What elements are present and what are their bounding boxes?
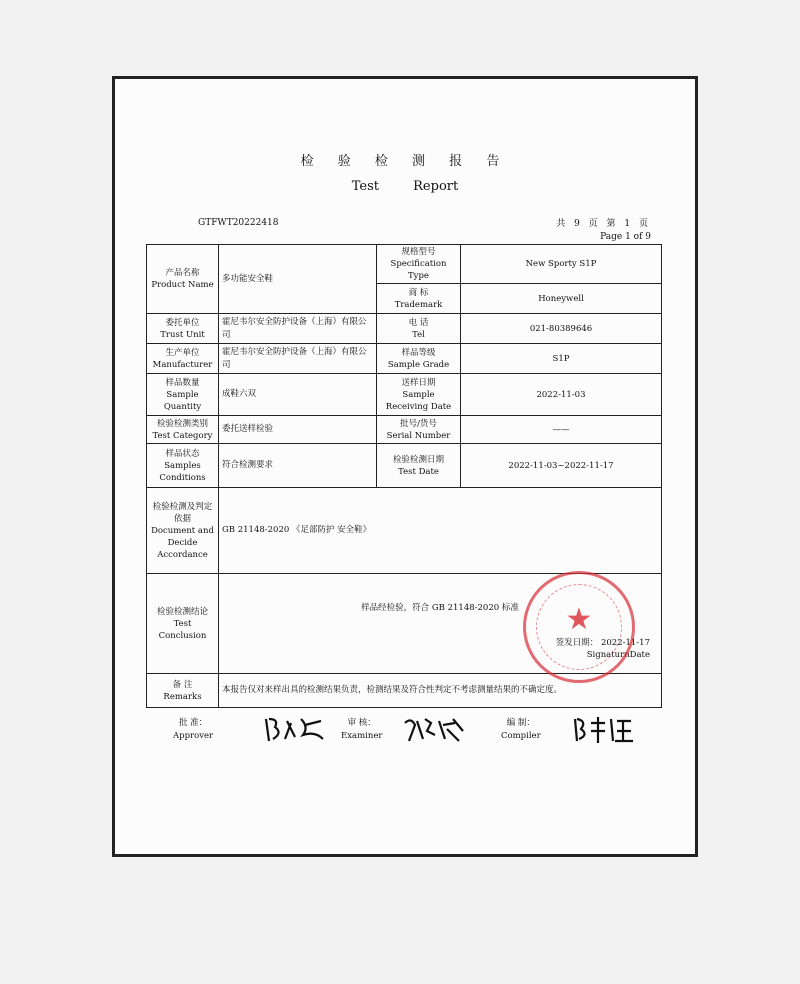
manufacturer-value: 霍尼韦尔安全防护设备（上海）有限公司 xyxy=(219,344,377,374)
table-row xyxy=(147,416,662,444)
specification-label: 规格型号 Specification Type xyxy=(377,245,461,284)
serial-number-value: —— xyxy=(461,416,662,444)
product-name-label: 产品名称 Product Name xyxy=(147,245,219,314)
signature-date-label: SignaturnDate xyxy=(586,649,650,660)
page-info-english: Page 1 of 9 xyxy=(600,232,651,242)
test-category-value: 委托送样检验 xyxy=(219,416,377,444)
page-info-chinese: 共 9 页 第 1 页 xyxy=(556,219,651,229)
trademark-label: 商 标 Trademark xyxy=(377,284,461,314)
tel-value: 021-80389646 xyxy=(461,314,662,344)
remarks-label: 备 注 Remarks xyxy=(147,674,219,708)
document-accordance-label: 检验检测及判定依据 Document and Decide Accordance xyxy=(147,488,219,574)
table-row xyxy=(147,374,662,416)
test-conclusion-label: 检验检测结论 Test Conclusion xyxy=(147,574,219,674)
tel-label: 电 话 Tel xyxy=(377,314,461,344)
title-chinese: 检 验 检 测 报 告 xyxy=(300,154,510,169)
sample-grade-label: 样品等级 Sample Grade xyxy=(377,344,461,374)
test-date-value: 2022-11-03~2022-11-17 xyxy=(461,444,662,488)
serial-number-label: 批号/货号 Serial Number xyxy=(377,416,461,444)
table-row xyxy=(147,444,662,488)
samples-conditions-value: 符合检测要求 xyxy=(219,444,377,488)
product-name-value: 多功能安全鞋 xyxy=(219,245,377,314)
compiler-label: 编 制： Compiler xyxy=(501,718,541,741)
trademark-value: Honeywell xyxy=(461,284,662,314)
sample-receiving-date-value: 2022-11-03 xyxy=(461,374,662,416)
examiner-label: 审 核： Examiner xyxy=(341,718,383,741)
sample-quantity-value: 成鞋六双 xyxy=(219,374,377,416)
page-info xyxy=(556,218,651,244)
sample-grade-value: S1P xyxy=(461,344,662,374)
document-accordance-value: GB 21148-2020 《足部防护 安全鞋》 xyxy=(219,488,662,574)
title-english: Test Report xyxy=(351,179,459,194)
compiler-signature xyxy=(571,713,641,745)
manufacturer-label: 生产单位 Manufacturer xyxy=(147,344,219,374)
table-row xyxy=(147,314,662,344)
table-row xyxy=(147,245,662,284)
approver-label: 批 准： Approver xyxy=(173,718,214,741)
test-category-label: 检验检测类别 Test Category xyxy=(147,416,219,444)
test-date-label: 检验检测日期 Test Date xyxy=(377,444,461,488)
table-row xyxy=(147,344,662,374)
report-number: GTFWT20222418 xyxy=(198,218,279,228)
approver-signature xyxy=(261,713,331,745)
test-conclusion-value: 样品经检验，符合 GB 21148-2020 标准 xyxy=(361,602,519,613)
trust-unit-value: 霍尼韦尔安全防护设备（上海）有限公司 xyxy=(219,314,377,344)
remarks-value: 本报告仅对来样出具的检测结果负责，检测结果及符合性判定不考虑测量结果的不确定度。 xyxy=(219,674,662,708)
signature-row xyxy=(173,717,673,757)
test-report-page xyxy=(112,76,698,857)
examiner-signature xyxy=(401,713,471,745)
seal-star-icon: ★ xyxy=(565,602,593,637)
table-row xyxy=(147,488,662,574)
samples-conditions-label: 样品状态 Samples Conditions xyxy=(147,444,219,488)
sample-quantity-label: 样品数量 Sample Quantity xyxy=(147,374,219,416)
trust-unit-label: 委托单位 Trust Unit xyxy=(147,314,219,344)
specification-value: New Sporty S1P xyxy=(461,245,662,284)
official-seal xyxy=(523,571,635,683)
sample-receiving-date-label: 送样日期 Sample Receiving Date xyxy=(377,374,461,416)
signature-date-text: 签发日期： 2022-11-17 xyxy=(555,637,650,648)
